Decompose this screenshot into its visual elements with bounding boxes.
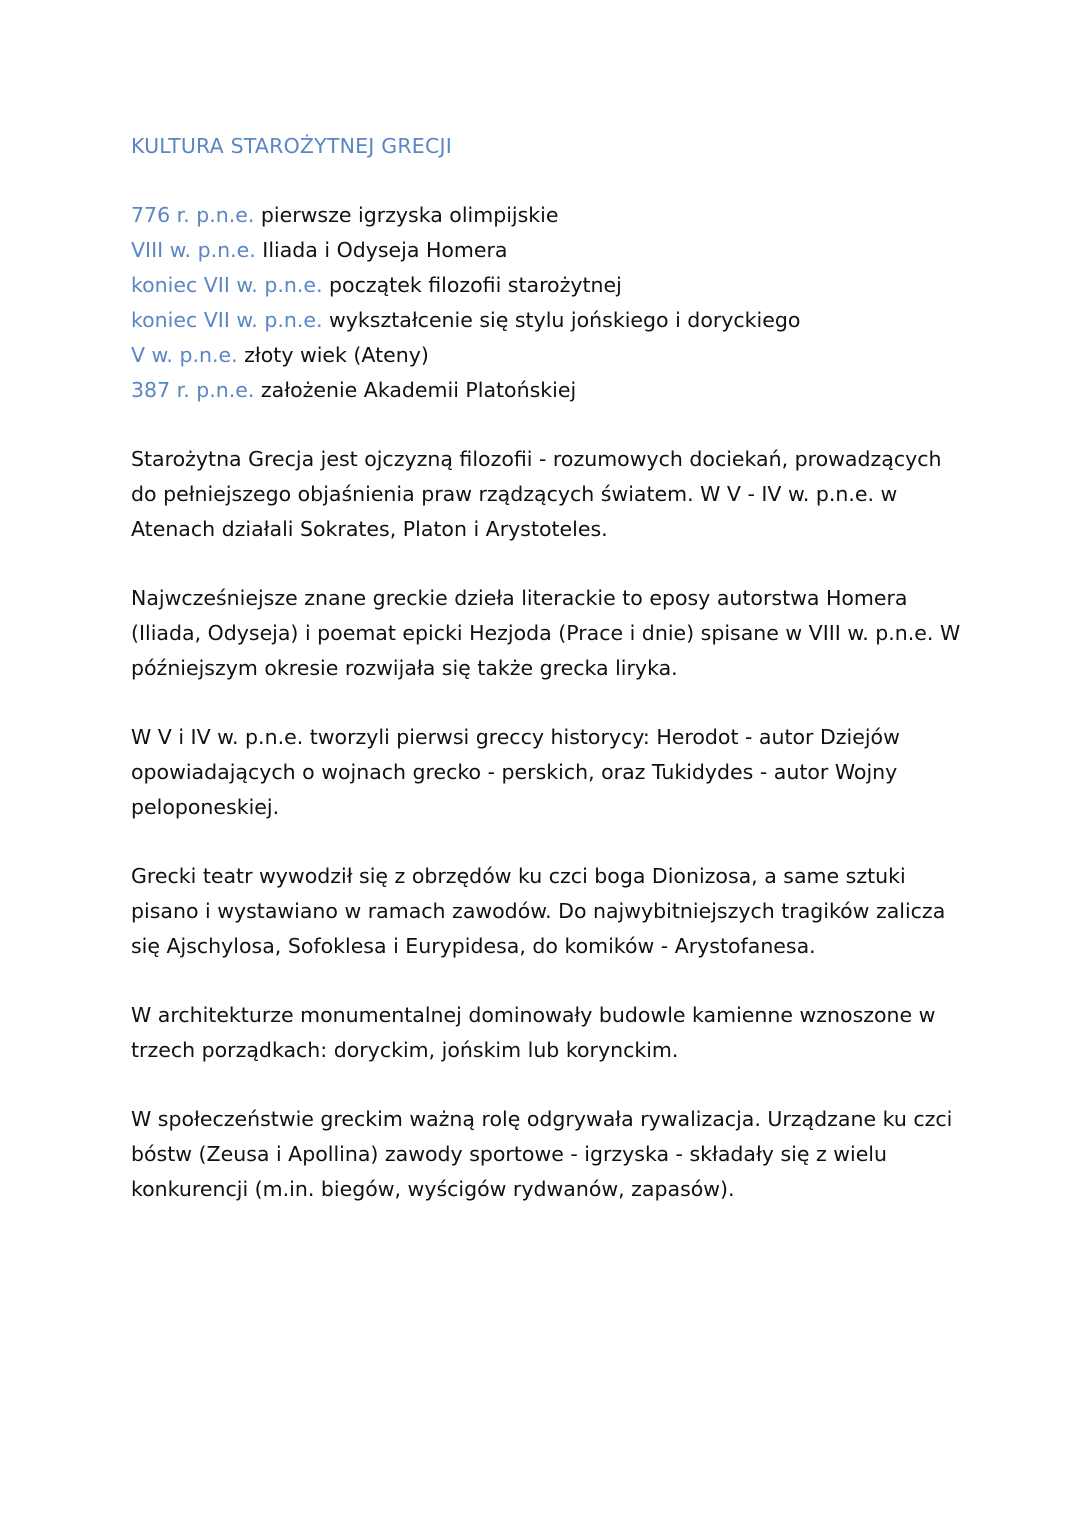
timeline-event: założenie Akademii Platońskiej xyxy=(260,378,577,402)
timeline-date: VIII w. p.n.e. xyxy=(131,238,256,262)
paragraphs xyxy=(131,442,961,1207)
timeline-event: pierwsze igrzyska olimpijskie xyxy=(260,203,559,227)
paragraph-architecture: W architekturze monumentalnej dominowały budowle kamienne wznoszone w trzech porządkach: doryckim, jońskim lub korynckim. xyxy=(131,1003,936,1062)
paragraph-society: W społeczeństwie greckim ważną rolę odgrywała rywalizacja. Urządzane ku czci bóstw (Zeusa i Apollina) zawody sportowe - igrzyska - składały się z wielu konkurencji (m.in. biegów, wyścigów rydwanów, zapasów). xyxy=(131,1107,953,1201)
timeline-item xyxy=(131,198,961,233)
timeline-item xyxy=(131,373,961,408)
timeline-date: koniec VII w. p.n.e. xyxy=(131,273,323,297)
paragraph-philosophy: Starożytna Grecja jest ojczyzną filozofii - rozumowych dociekań, prowadzących do pełniejszego objaśnienia praw rządzących światem. W V - IV w. p.n.e. w Atenach działali Sokrates, Platon i Arystoteles. xyxy=(131,447,942,541)
paragraph-theatre: Grecki teatr wywodził się z obrzędów ku czci boga Dionizosa, a same sztuki pisano i wystawiano w ramach zawodów. Do najwybitniejszych tragików zalicza się Ajschylosa, Sofoklesa i Eurypidesa, do komików - Arystofanesa. xyxy=(131,864,946,958)
paragraph-historians: W V i IV w. p.n.e. tworzyli pierwsi greccy historycy: Herodot - autor Dziejów opowiadających o wojnach grecko - perskich, oraz Tukidydes - autor Wojny peloponeskiej. xyxy=(131,725,900,819)
timeline-event: początek filozofii starożytnej xyxy=(329,273,622,297)
timeline-item xyxy=(131,233,961,268)
timeline-item xyxy=(131,303,961,338)
timeline-date: 776 r. p.n.e. xyxy=(131,203,255,227)
document-body xyxy=(131,129,961,1241)
timeline-date: koniec VII w. p.n.e. xyxy=(131,308,323,332)
page-title: KULTURA STAROŻYTNEJ GRECJI xyxy=(131,134,452,158)
timeline-item xyxy=(131,338,961,373)
timeline-list xyxy=(131,198,961,408)
timeline-date: V w. p.n.e. xyxy=(131,343,238,367)
paragraph-literature: Najwcześniejsze znane greckie dzieła literackie to eposy autorstwa Homera (Iliada, Odyseja) i poemat epicki Hezjoda (Prace i dnie) spisane w VIII w. p.n.e. W późniejszym okresie rozwijała się także grecka liryka. xyxy=(131,586,961,680)
timeline-item xyxy=(131,268,961,303)
timeline-event: złoty wiek (Ateny) xyxy=(244,343,429,367)
timeline-event: wykształcenie się stylu jońskiego i doryckiego xyxy=(329,308,801,332)
timeline-event: Iliada i Odyseja Homera xyxy=(262,238,508,262)
timeline-date: 387 r. p.n.e. xyxy=(131,378,255,402)
